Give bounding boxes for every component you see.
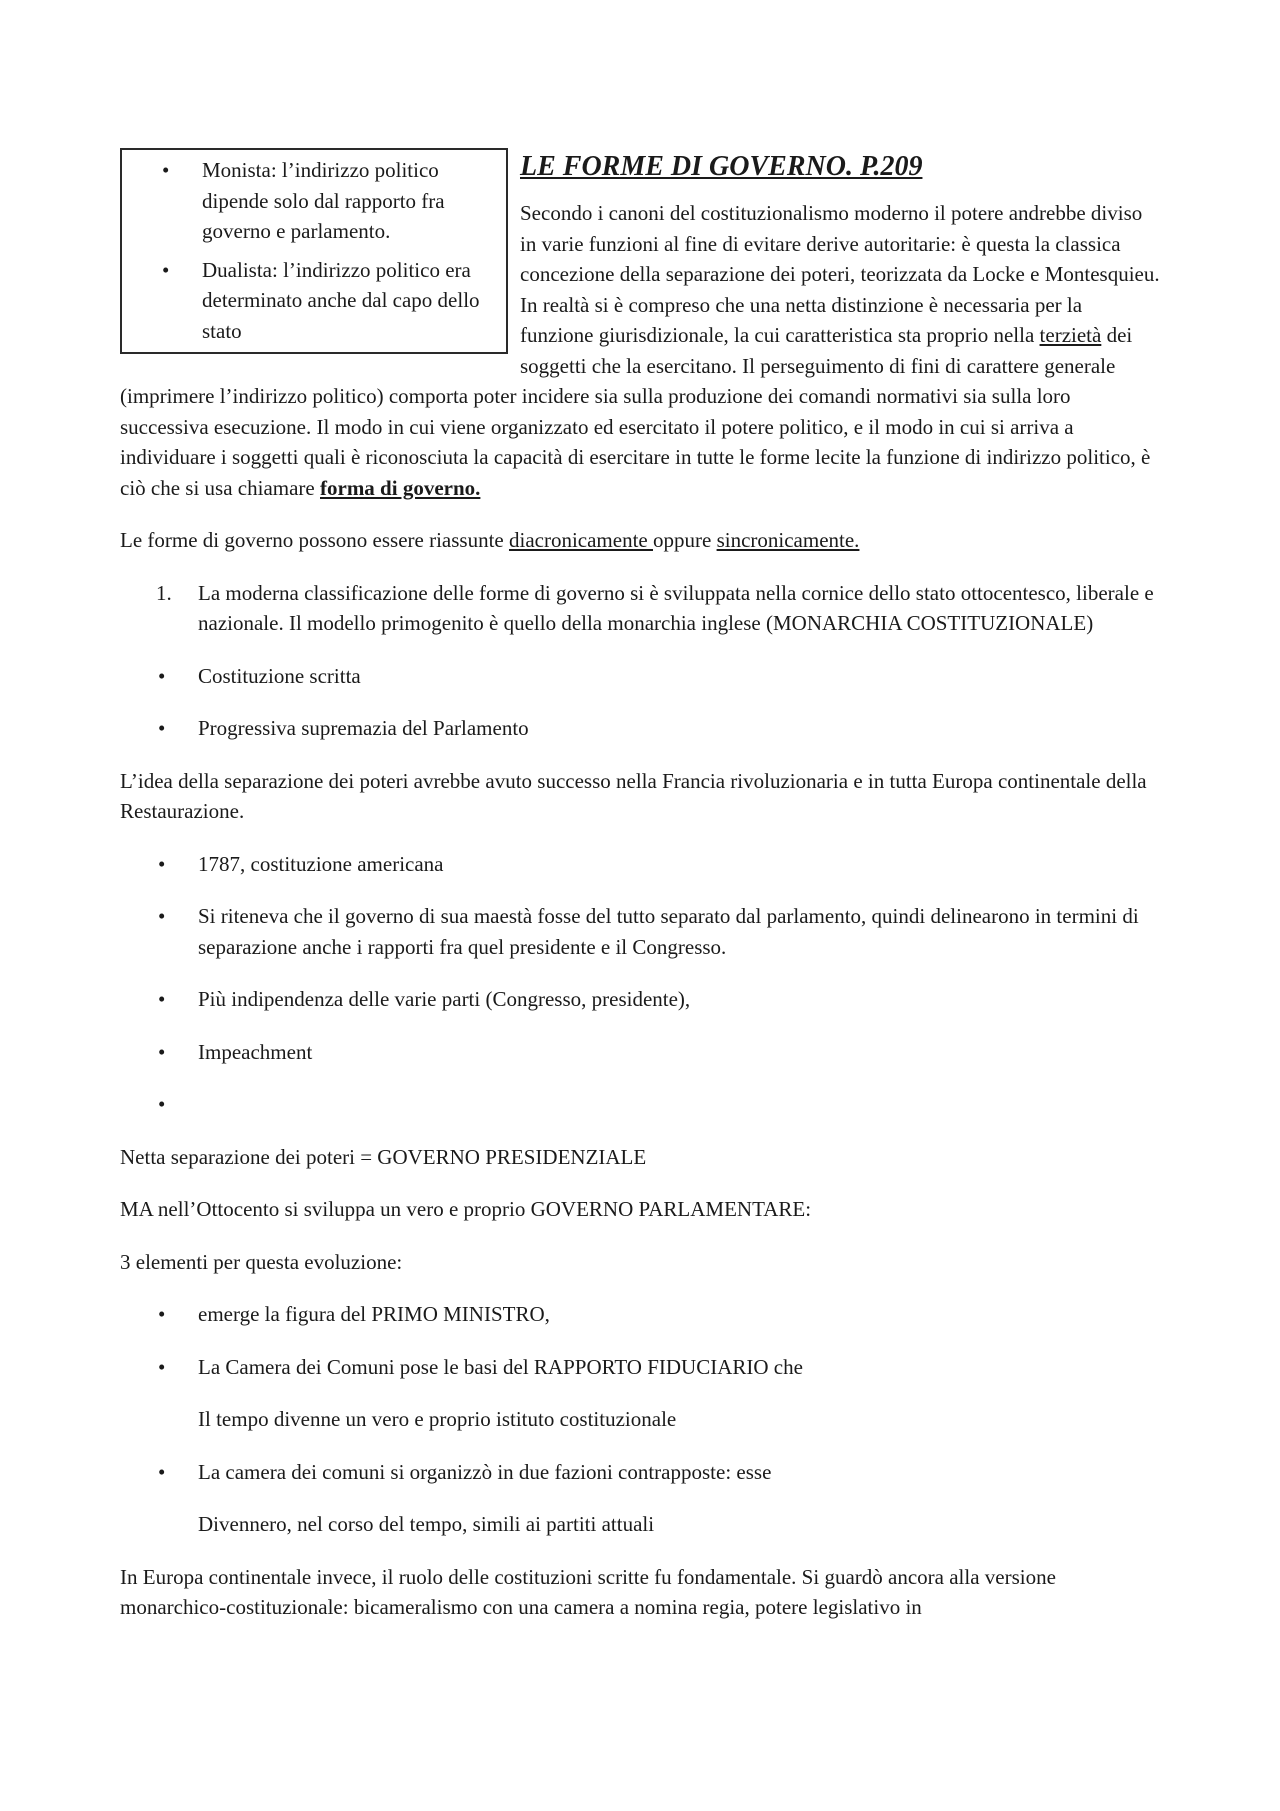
list-item-continuation: Divennero, nel corso del tempo, simili ai partiti attuali: [198, 1512, 655, 1536]
intro-text-b: dei soggetti che la esercitano. Il perseguimento di fini di carattere generale (imprimere l’indirizzo politico) comporta poter incidere sia sulla produzione dei comandi normativi sia sulla loro successiva esecuzione. Il modo in cui viene organizzato ed esercitato il potere politico, e il modo in cui si arriva a individuare i soggetti quali è riconosciuta la capacità di esercitare in tutte le forme lecite la funzione di indirizzo politico, è ciò che si usa chiamare: [120, 323, 1151, 500]
list-item: [120, 901, 1160, 962]
side-note-item: [122, 255, 498, 347]
list-item-text: Progressiva supremazia del Parlamento: [198, 716, 529, 740]
bullet-icon: •: [158, 663, 166, 688]
paragraph-presidential: Netta separazione dei poteri = GOVERNO PRESIDENZIALE: [120, 1144, 647, 1169]
bullet-icon: •: [158, 1039, 166, 1064]
bullet-icon: •: [158, 1459, 166, 1484]
numbered-item: [120, 578, 1160, 639]
list-item: [120, 1037, 1160, 1068]
side-note-text: Dualista: l’indirizzo politico era determinato anche dal capo dello stato: [202, 257, 480, 343]
list-item-text: 1787, costituzione americana: [198, 851, 444, 876]
side-note-text: Monista: l’indirizzo politico dipende solo dal rapporto fra governo e parlamento.: [202, 158, 445, 243]
p2-text-b: oppure: [653, 528, 717, 552]
number-marker: 1.: [156, 580, 172, 605]
side-note-item: [122, 155, 498, 247]
list-item-text: La Camera dei Comuni pose le basi del RAPPORTO FIDUCIARIO che: [198, 1354, 803, 1379]
list-item-continuation: Il tempo divenne un vero e proprio istituto costituzionale: [198, 1407, 677, 1431]
bullet-icon: •: [158, 851, 166, 876]
forma-di-governo-term: forma di governo.: [320, 475, 481, 500]
list-item: [120, 713, 1160, 744]
list-item-text: Impeachment: [198, 1039, 313, 1064]
side-note-list: [122, 155, 498, 346]
list-item-text: Si riteneva che il governo di sua maestà fosse del tutto separato dal parlamento, quindi delinearono in termini di separazione anche i rapporti fra quel presidente e il Congresso.: [198, 904, 1139, 959]
terzieta-term: terzietà: [1039, 323, 1102, 347]
list-item-text: Più indipendenza delle varie parti (Congresso, presidente),: [198, 987, 691, 1011]
list-item: [120, 1299, 1160, 1330]
bullet-icon: •: [158, 904, 166, 928]
list-item: [120, 849, 1160, 880]
list-item-text: La camera dei comuni si organizzò in due fazioni contrapposte: esse: [198, 1459, 772, 1484]
numbered-item-text: La moderna classificazione delle forme di governo si è sviluppata nella cornice dello stato ottocentesco, liberale e nazionale. Il modello primogenito è quello della monarchia inglese (MONARCHIA COSTITUZIONALE): [198, 580, 1154, 635]
document-body: [120, 148, 1160, 1645]
side-note-box: [120, 148, 508, 354]
bullet-icon: •: [158, 987, 166, 1011]
list-item-text: emerge la figura del PRIMO MINISTRO,: [198, 1302, 550, 1326]
bullet-icon: •: [158, 1302, 166, 1326]
list-item-empty: [120, 1089, 1160, 1120]
list-item: [120, 984, 1160, 1015]
paragraph-classification: [120, 525, 1160, 556]
paragraph-separation: L’idea della separazione dei poteri avrebbe avuto successo nella Francia rivoluzionaria e in tutta Europa continentale della Restaurazione.: [120, 768, 1147, 823]
list-item: [120, 661, 1160, 692]
sincronicamente-term: sincronicamente.: [716, 528, 860, 552]
paragraph-continental-europe: In Europa continentale invece, il ruolo delle costituzioni scritte fu fondamentale. Si guardò ancora alla versione monarchico-costituzionale: bicameralismo con una camera a nomina regia, potere legislativo in: [120, 1564, 1056, 1619]
bullet-icon: •: [158, 716, 166, 740]
list-item-text: Costituzione scritta: [198, 663, 361, 688]
diacronicamente-term: diacronicamente: [508, 528, 653, 552]
list-item: [120, 1457, 1160, 1488]
paragraph-three-elements: 3 elementi per questa evoluzione:: [120, 1249, 403, 1274]
p2-text-a: Le forme di governo possono essere riassunte: [120, 528, 509, 552]
list-item: [120, 1352, 1160, 1383]
bullet-icon: •: [162, 257, 170, 282]
bullet-icon: •: [158, 1354, 166, 1379]
bullet-icon: •: [162, 158, 170, 182]
paragraph-parliamentary: MA nell’Ottocento si sviluppa un vero e proprio GOVERNO PARLAMENTARE:: [120, 1197, 812, 1221]
page-title: LE FORME DI GOVERNO. P.209: [520, 151, 923, 182]
bullet-icon: •: [158, 1092, 166, 1116]
intro-text-a: Secondo i canoni del costituzionalismo moderno il potere andrebbe diviso in varie funzioni al fine di evitare derive autoritarie: è questa la classica concezione della separazione dei poteri, teorizzata da Locke e Montesquieu. In realtà si è compreso che una netta distinzione è necessaria per la funzione giurisdizionale, la cui caratteristica sta proprio nella: [520, 201, 1160, 347]
